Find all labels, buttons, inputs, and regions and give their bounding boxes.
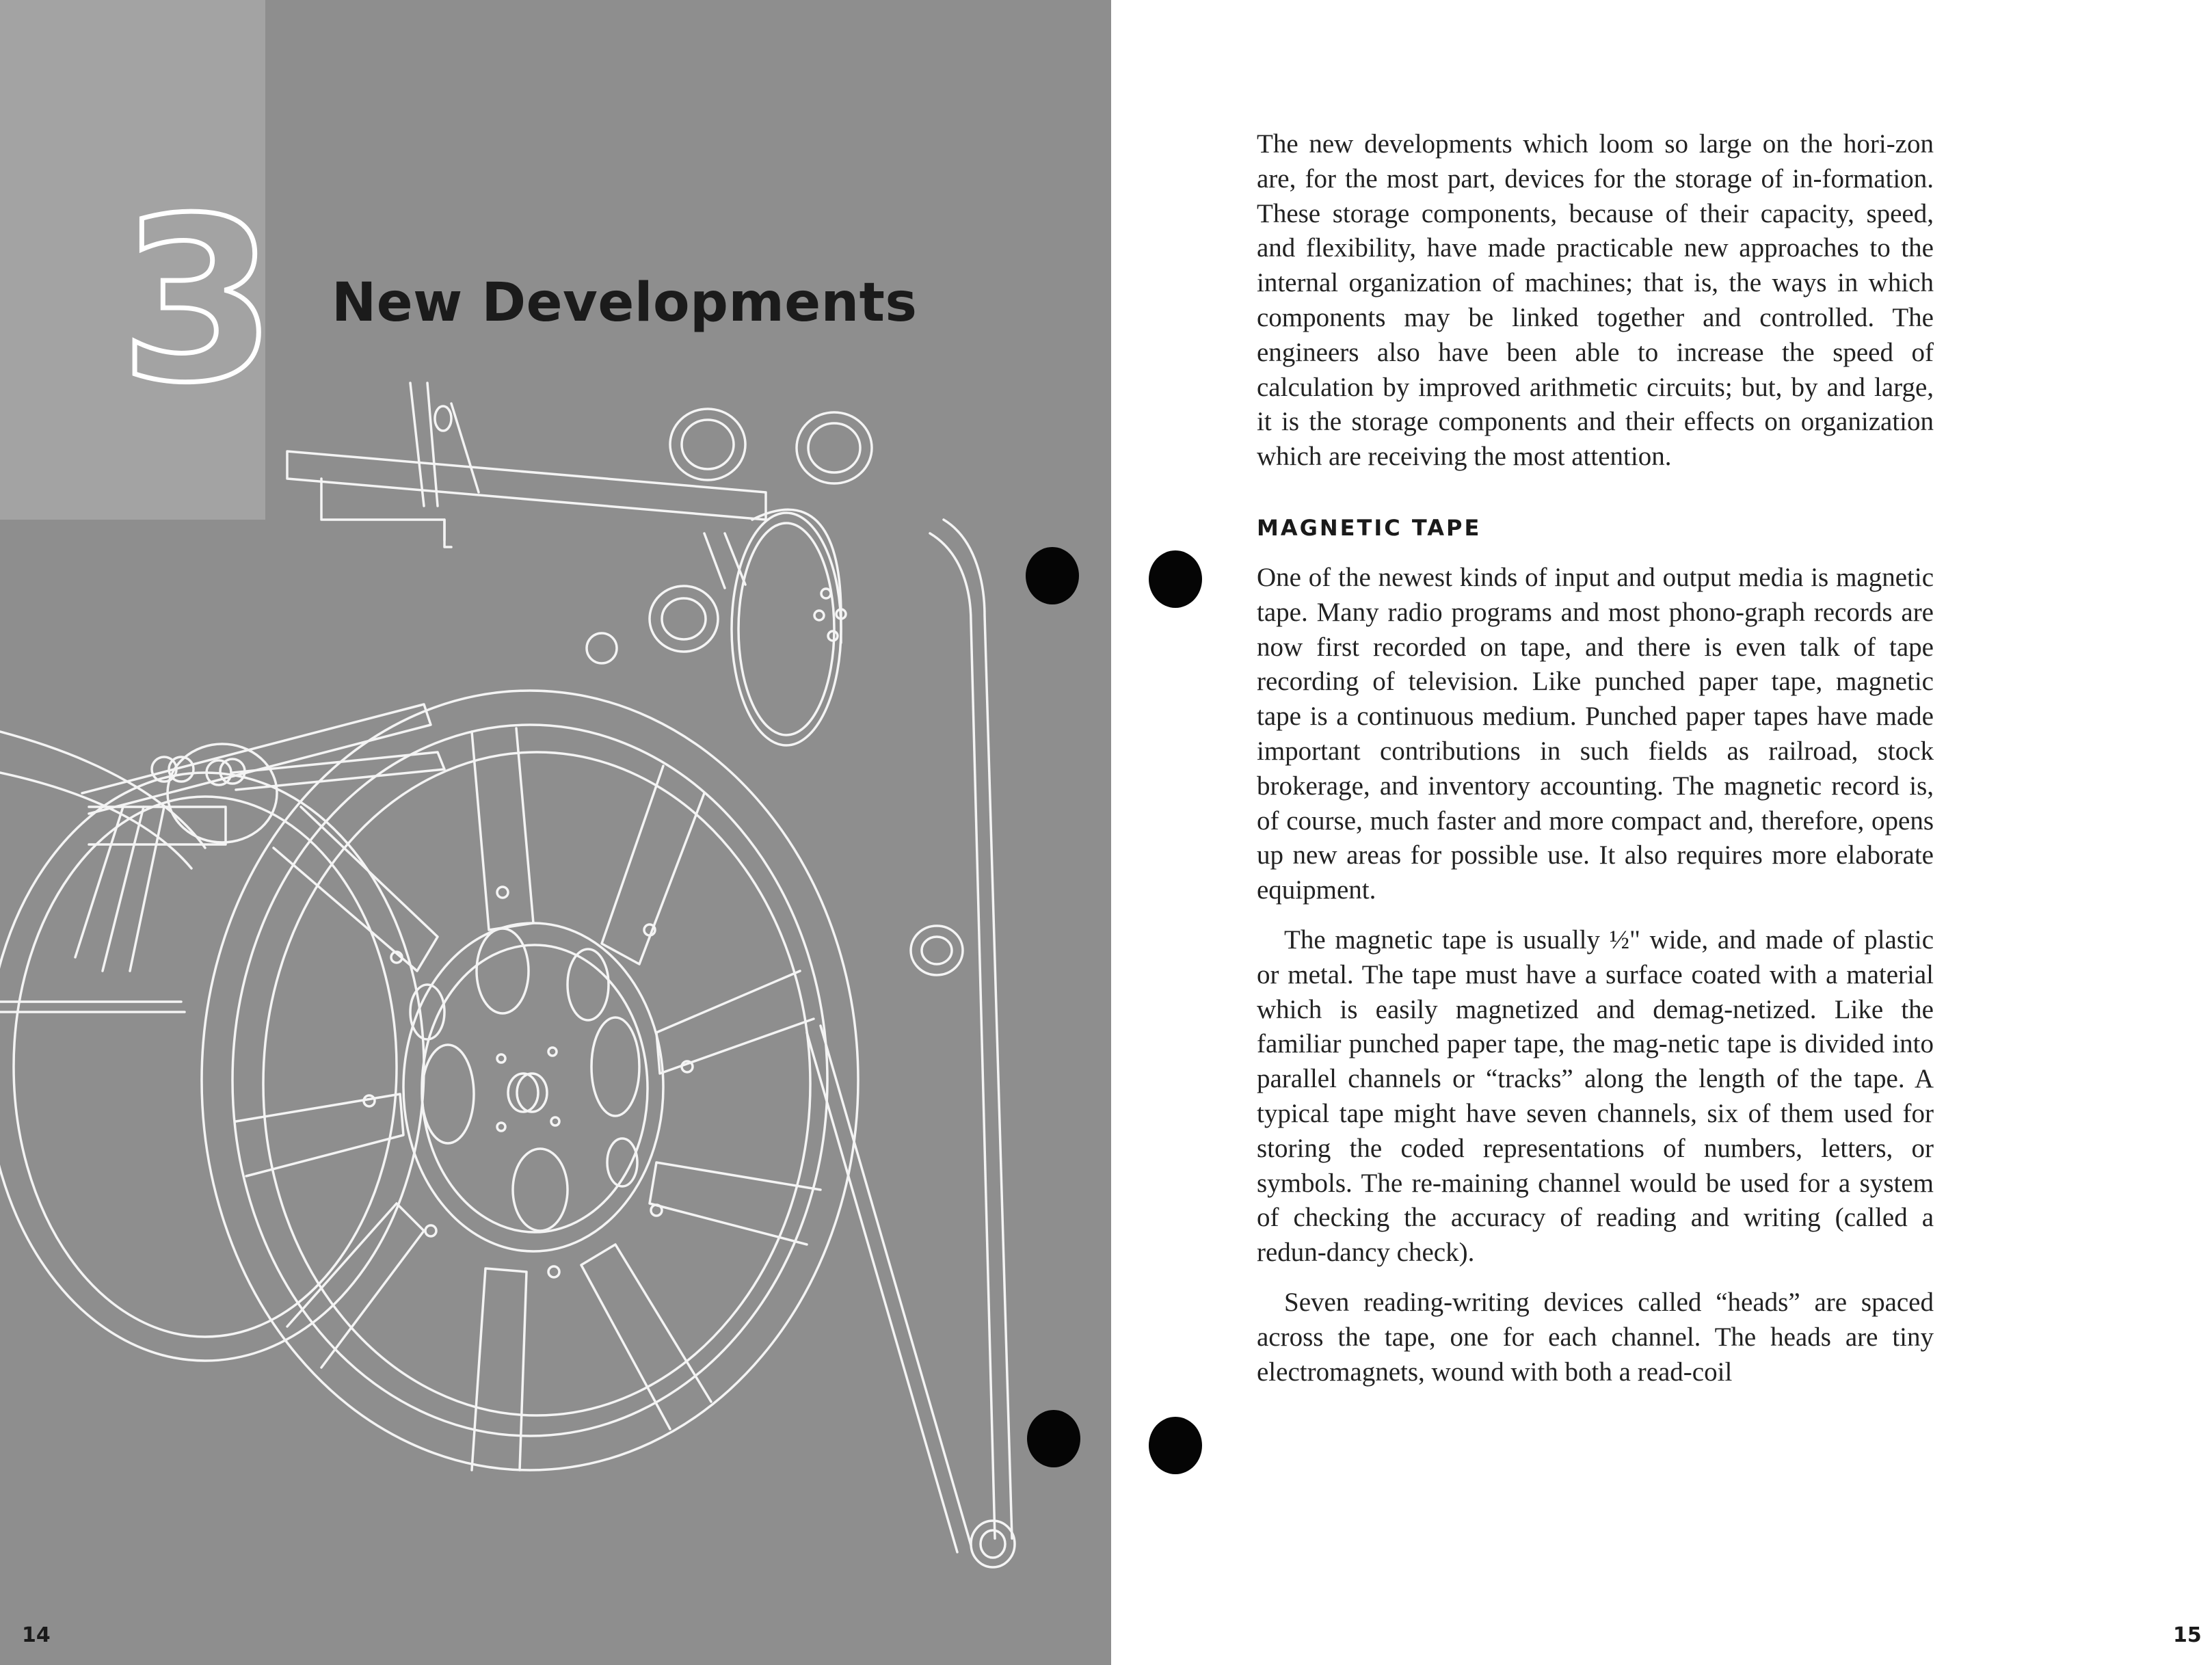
body-paragraph: Seven reading-writing devices called “heads” are spaced across the tape, one for each channel. The heads are tiny electromagnets, wound with both a read-coil [1257,1287,1934,1387]
right-page-body [1257,127,1934,1389]
intro-paragraph: The new developments which loom so large on the hori-zon are, for the most part, devices for the storage of in-formation. These storage components, because of their capacity, speed, and flexibility, have made practicable new approaches to the internal organization of machines; that is, the ways in which components may be linked together and controlled. The engineers also have been able to increase the speed of calculation by improved arithmetic circuits; but, by and large, it is the storage components and their effects on organization which are receiving the most attention. [1257,129,1934,472]
punch-hole [1149,1417,1202,1474]
punch-hole [1026,547,1079,604]
reel-hub [403,923,663,1251]
punch-hole [1149,550,1202,608]
page-number-left: 14 [22,1623,51,1647]
punch-hole [1027,1410,1080,1467]
section-heading: MAGNETIC TAPE [1257,514,1482,541]
chapter-number: 3 [120,170,277,432]
page-number-right: 15 [2173,1623,2202,1647]
body-paragraph: One of the newest kinds of input and output media is magnetic tape. Many radio programs and most phono-graph records are now first recorded on tape, and there is even talk of tape recording of television. Like punched paper tape, magnetic tape is a continuous medium. Punched paper tapes have made important contributions in such fields as railroad, stock brokerage, and inventory accounting. The magnetic record is, of course, much faster and more compact and, therefore, opens up new areas for possible use. It also requires more elaborate equipment. [1257,562,1934,905]
body-paragraph: The magnetic tape is usually ½" wide, and made of plastic or metal. The tape must have a surface coated with a material which is easily magnetized and demag-netized. Like the familiar punched paper tape, the mag-netic tape is divided into parallel channels or “tracks” along the length of the tape. A typical tape might have seven channels, six of them used for storing the coded representations of numbers, letters, or symbols. The re-maining channel would be used for a system of checking the accuracy of reading and writing (called a redun-dancy check). [1257,924,1934,1268]
chapter-title: New Developments [332,272,918,334]
reel-inner-rim [232,725,827,1436]
